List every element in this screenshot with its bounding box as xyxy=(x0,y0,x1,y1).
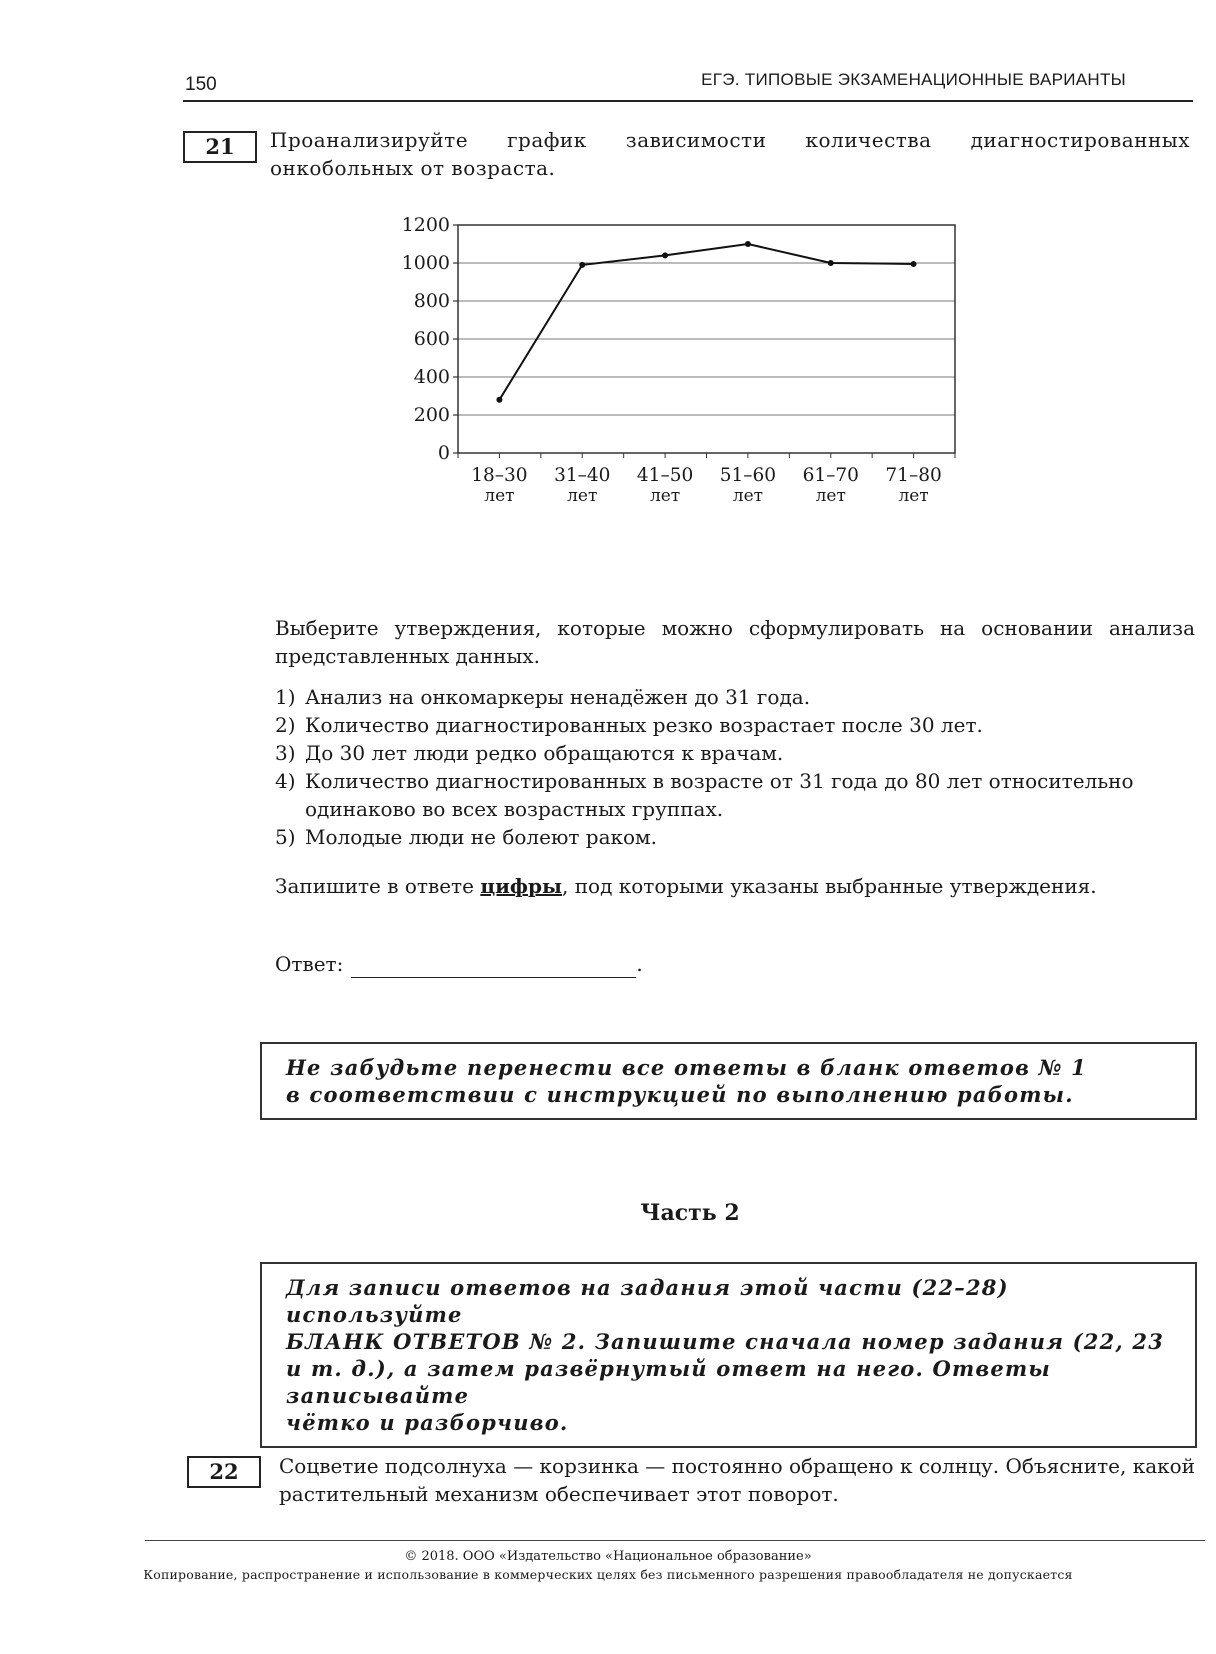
option-item xyxy=(275,711,1197,739)
data-point xyxy=(911,261,917,267)
write-prefix: Запишите в ответе xyxy=(275,874,481,898)
header-rule xyxy=(183,100,1193,102)
part-2-line: чётко и разборчиво. xyxy=(286,1410,569,1435)
task-22-text: Соцветие подсолнуха — корзинка — постоянно обращено к солнцу. Объясните, какой растительный механизм обеспечивает этот поворот. xyxy=(279,1454,1195,1506)
option-number: 3) xyxy=(275,741,296,765)
x-tick-label: лет xyxy=(484,486,515,506)
part-2-line: и т. д.), а затем развёрнутый ответ на него. Ответы записывайте xyxy=(286,1356,1051,1408)
y-tick-label: 800 xyxy=(413,290,450,312)
y-tick-label: 600 xyxy=(413,328,450,350)
reminder-line: Не забудьте перенести все ответы в бланк ответов № 1 xyxy=(286,1055,1087,1080)
option-text: Количество диагностированных в возрасте от 31 года до 80 лет относительно одинаково во всех возрастных группах. xyxy=(305,769,1134,821)
option-number: 1) xyxy=(275,685,296,709)
answer-label: Ответ: xyxy=(275,952,344,976)
x-tick-label: 18–30 xyxy=(471,465,528,486)
x-tick-label: 31–40 xyxy=(554,465,611,486)
data-point xyxy=(828,260,834,266)
x-tick-label: 71–80 xyxy=(885,465,942,486)
task-21-number: 21 xyxy=(183,131,257,163)
option-text: Анализ на онкомаркеры ненадёжен до 31 года. xyxy=(305,685,811,709)
y-tick-label: 400 xyxy=(413,366,450,388)
x-tick-label: лет xyxy=(567,486,598,506)
option-number: 5) xyxy=(275,825,296,849)
option-item xyxy=(275,739,1197,767)
x-tick-label: 41–50 xyxy=(636,465,694,486)
task-21-question: Проанализируйте график зависимости количества диагностированных онкобольных от возраста. xyxy=(270,128,1190,180)
running-title: ЕГЭ. ТИПОВЫЕ ЭКЗАМЕНАЦИОННЫЕ ВАРИАНТЫ xyxy=(701,70,1126,89)
chart xyxy=(400,210,980,510)
x-tick-label: лет xyxy=(815,486,846,506)
page-number: 150 xyxy=(185,74,217,95)
data-point xyxy=(496,397,502,403)
part-2-instructions-box xyxy=(260,1262,1197,1448)
answer-field[interactable] xyxy=(351,955,636,978)
y-tick-label: 1200 xyxy=(401,214,450,236)
answer-period: . xyxy=(636,952,643,976)
y-tick-label: 0 xyxy=(437,442,450,464)
answer-row xyxy=(275,950,643,978)
options-list xyxy=(275,683,1197,851)
x-tick-label: лет xyxy=(649,486,681,506)
option-text: Молодые люди не болеют раком. xyxy=(305,825,657,849)
write-instruction xyxy=(275,872,1205,900)
x-tick-label: лет xyxy=(732,486,764,506)
footer-notice: Копирование, распространение и использование в коммерческих целях без письменного разрешения правообладателя не допускается xyxy=(143,1567,1073,1582)
x-tick-label: лет xyxy=(898,486,929,506)
reminder-line: в соответствии с инструкцией по выполнению работы. xyxy=(286,1082,1074,1107)
reminder-box xyxy=(260,1042,1197,1120)
footer-copyright: © 2018. ООО «Издательство «Национальное образование» xyxy=(404,1549,812,1564)
part-2-title: Часть 2 xyxy=(640,1200,740,1226)
write-suffix: , под которыми указаны выбранные утверждения. xyxy=(562,874,1097,898)
line-chart xyxy=(400,210,980,510)
y-tick-label: 1000 xyxy=(401,252,450,274)
y-tick-label: 200 xyxy=(413,404,450,426)
footer-rule xyxy=(145,1540,1205,1541)
option-text: Количество диагностированных резко возрастает после 30 лет. xyxy=(305,713,983,737)
option-item xyxy=(275,767,1197,823)
x-tick-label: 61–70 xyxy=(802,465,859,486)
option-item xyxy=(275,683,1197,711)
option-number: 4) xyxy=(275,769,296,793)
option-text: До 30 лет люди редко обращаются к врачам. xyxy=(305,741,784,765)
data-point xyxy=(579,262,585,268)
task-22-number: 22 xyxy=(187,1456,261,1488)
x-tick-label: 51–60 xyxy=(719,465,777,486)
option-item xyxy=(275,823,1197,851)
write-emphasis: цифры xyxy=(480,874,562,898)
data-point xyxy=(662,252,668,258)
task-21-instruction: Выберите утверждения, которые можно сформулировать на основании анализа представленных данных. xyxy=(275,616,1195,668)
part-2-line: БЛАНК ОТВЕТОВ № 2. Запишите сначала номер задания (22, 23 xyxy=(286,1329,1165,1354)
part-2-line: Для записи ответов на задания этой части (22–28) используйте xyxy=(286,1275,1009,1327)
option-number: 2) xyxy=(275,713,296,737)
series-line xyxy=(499,244,913,400)
data-point xyxy=(745,241,751,247)
